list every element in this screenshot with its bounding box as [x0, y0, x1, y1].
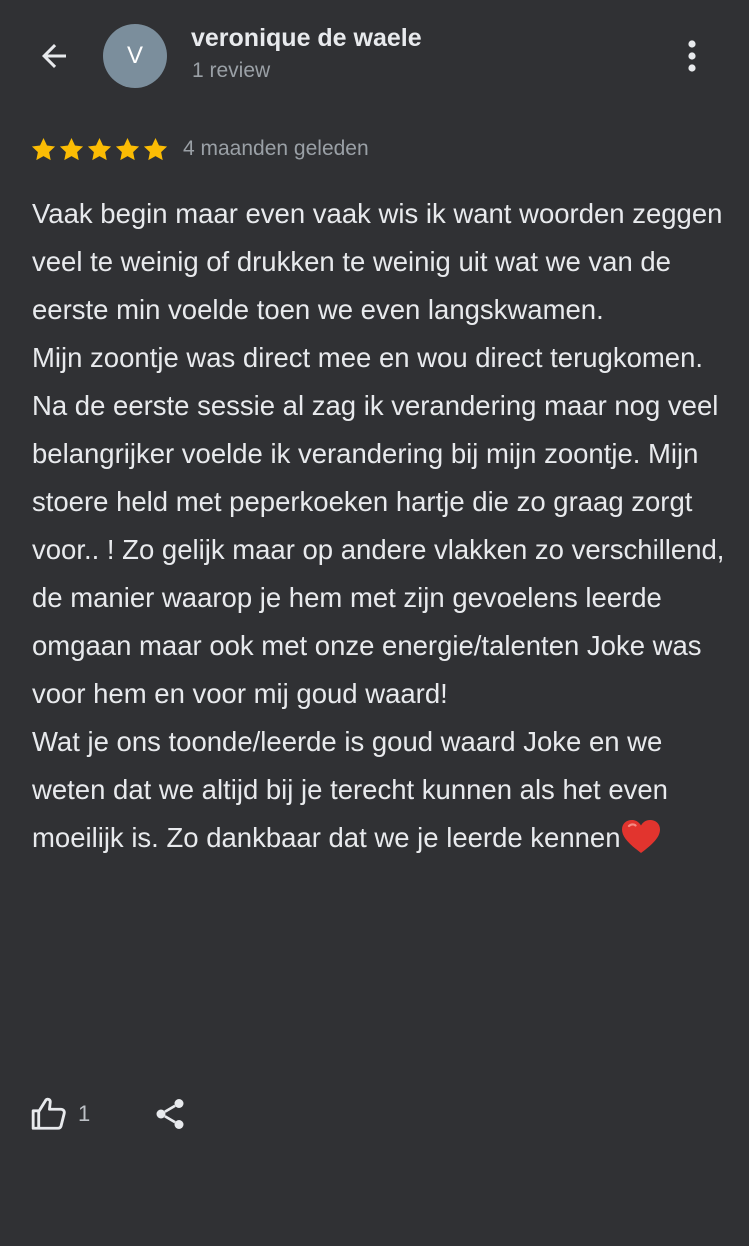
- review-header: [0, 0, 749, 110]
- heart-emoji-icon: [621, 819, 661, 855]
- star-rating: [30, 136, 169, 163]
- review-text: [32, 190, 732, 862]
- share-icon: [152, 1096, 188, 1132]
- avatar[interactable]: [103, 24, 167, 88]
- star-icon: [30, 136, 57, 163]
- star-icon: [142, 136, 169, 163]
- review-actions: [30, 1090, 188, 1138]
- share-button[interactable]: [152, 1096, 188, 1132]
- thumbs-up-icon: [30, 1095, 68, 1133]
- review-paragraph-3: Wat je ons toonde/leerde is goud waard Joke en we weten dat we altijd bij je terecht kunnen als het even moeilijk is. Zo dankbaar dat we je leerde kennen: [32, 726, 668, 853]
- star-icon: [114, 136, 141, 163]
- star-icon: [86, 136, 113, 163]
- reviewer-name[interactable]: veronique de waele: [191, 24, 422, 52]
- more-vertical-icon: [686, 38, 698, 74]
- arrow-left-icon: [36, 38, 72, 74]
- avatar-letter: V: [126, 42, 143, 69]
- review-paragraph-2: Mijn zoontje was direct mee en wou direct terugkomen. Na de eerste sessie al zag ik verandering maar nog veel belangrijker voelde ik verandering bij mijn zoontje. Mijn stoere held met peperkoeken hartje die zo graag zorgt voor.. ! Zo gelijk maar op andere vlakken zo verschillend, de manier waarop je hem met zijn gevoelens leerde omgaan maar ook met onze energie/talenten Joke was voor hem en voor mij goud waard!: [32, 342, 725, 709]
- back-button[interactable]: [30, 32, 78, 80]
- rating-row: [30, 132, 369, 166]
- review-paragraph-1: Vaak begin maar even vaak wis ik want woorden zeggen veel te weinig of drukken te weinig uit wat we van de eerste min voelde toen we even langskwamen.: [32, 198, 723, 325]
- review-date: 4 maanden geleden: [183, 137, 369, 160]
- like-button[interactable]: [30, 1095, 90, 1133]
- reviewer-review-count: 1 review: [192, 59, 271, 82]
- like-count: 1: [78, 1101, 91, 1126]
- more-options-button[interactable]: [670, 32, 714, 80]
- star-icon: [58, 136, 85, 163]
